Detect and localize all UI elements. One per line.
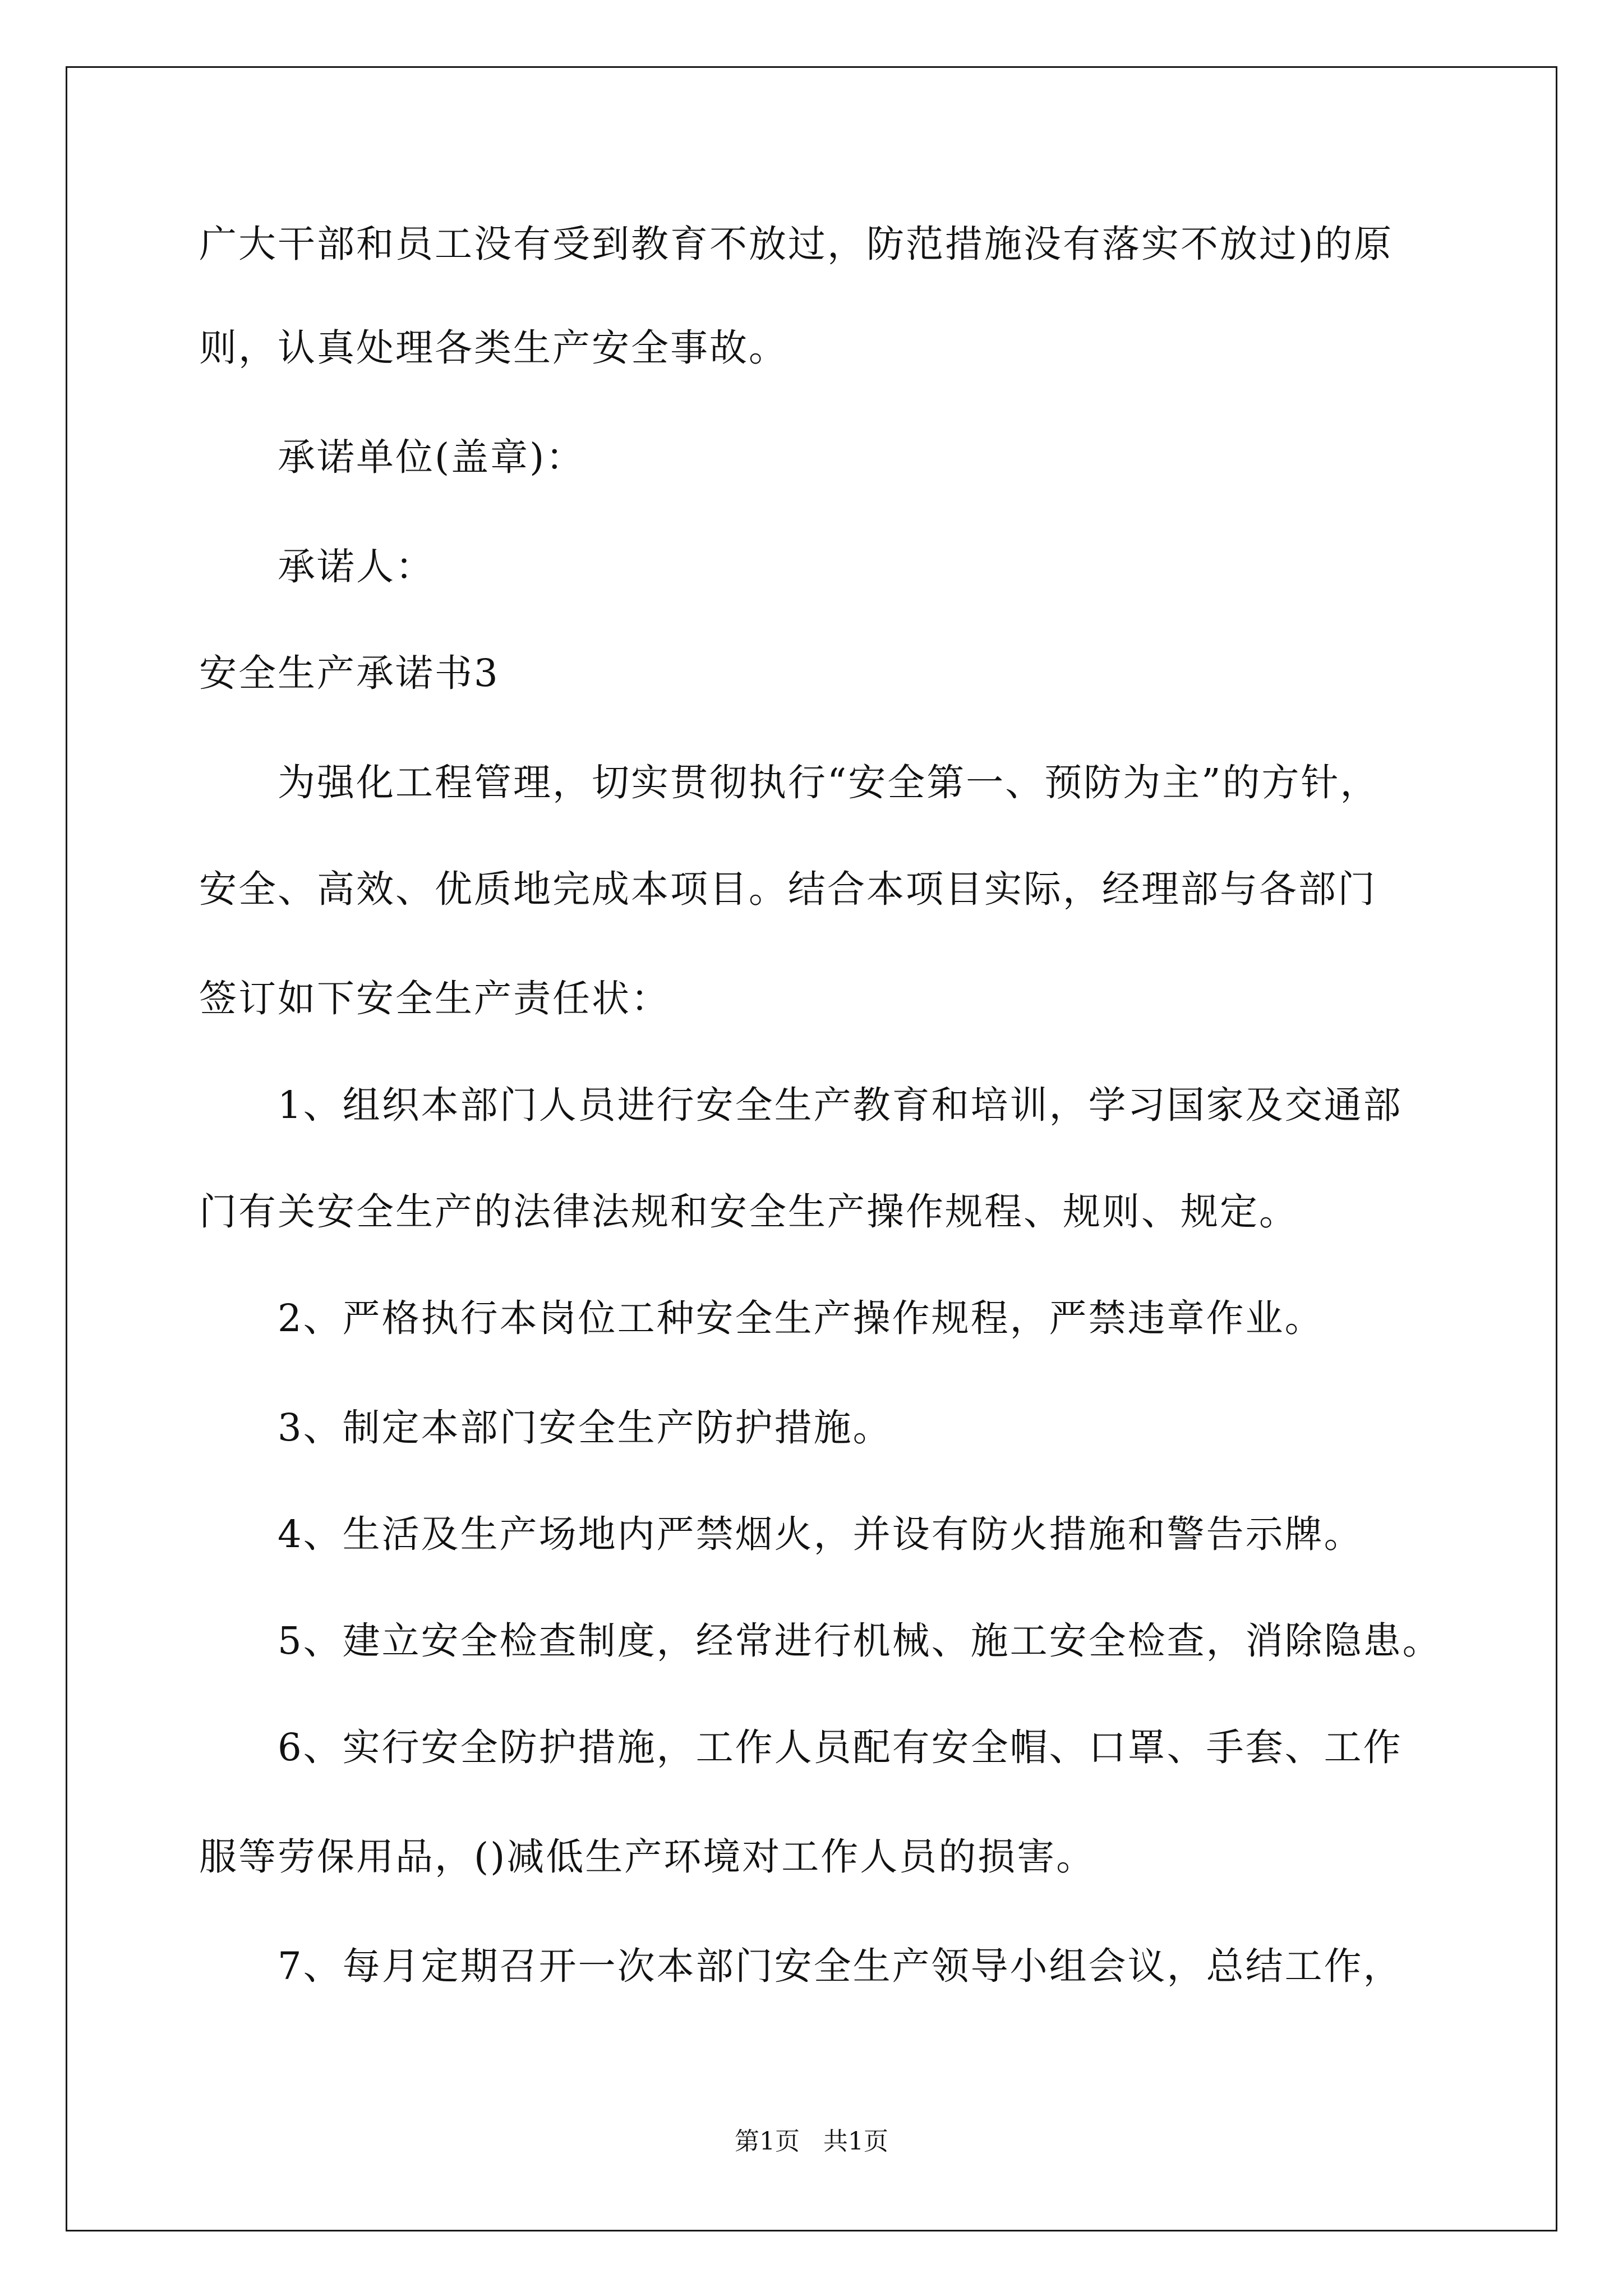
list-item: 1、组织本部门人员进行安全生产教育和培训，学习国家及交通部: [278, 1083, 1403, 1127]
paragraph-line: 签订如下安全生产责任状：: [199, 977, 670, 1020]
paragraph-line: 广大干部和员工没有受到教育不放过，防范措施没有落实不放过)的原: [199, 222, 1394, 266]
list-item-continuation: 门有关安全生产的法律法规和安全生产操作规程、规则、规定。: [199, 1190, 1298, 1234]
page-number-footer: 第1页 共1页: [735, 2127, 888, 2156]
paragraph-line: 安全、高效、优质地完成本项目。结合本项目实际，经理部与各部门: [199, 867, 1377, 911]
section-heading: 安全生产承诺书3: [199, 651, 500, 695]
list-item: 3、制定本部门安全生产防护措施。: [278, 1406, 892, 1450]
list-item: 4、生活及生产场地内严禁烟火，并设有防火措施和警告示牌。: [278, 1512, 1363, 1556]
paragraph-line: 为强化工程管理，切实贯彻执行“安全第一、预防为主”的方针，: [278, 761, 1380, 804]
list-item: 7、每月定期召开一次本部门安全生产领导小组会议，总结工作，: [278, 1944, 1403, 1988]
stamp-label: 承诺单位(盖章)：: [278, 435, 585, 479]
page-border: [66, 66, 1557, 2231]
list-item: 6、实行安全防护措施，工作人员配有安全帽、口罩、手套、工作: [278, 1726, 1403, 1769]
list-item: 5、建立安全检查制度，经常进行机械、施工安全检查，消除隐患。: [278, 1619, 1442, 1663]
list-item: 2、严格执行本岗位工种安全生产操作规程，严禁违章作业。: [278, 1296, 1324, 1340]
paragraph-line: 则，认真处理各类生产安全事故。: [199, 326, 788, 370]
promisor-label: 承诺人：: [278, 545, 435, 588]
list-item-continuation: 服等劳保用品，()减低生产环境对工作人员的损害。: [199, 1835, 1096, 1879]
